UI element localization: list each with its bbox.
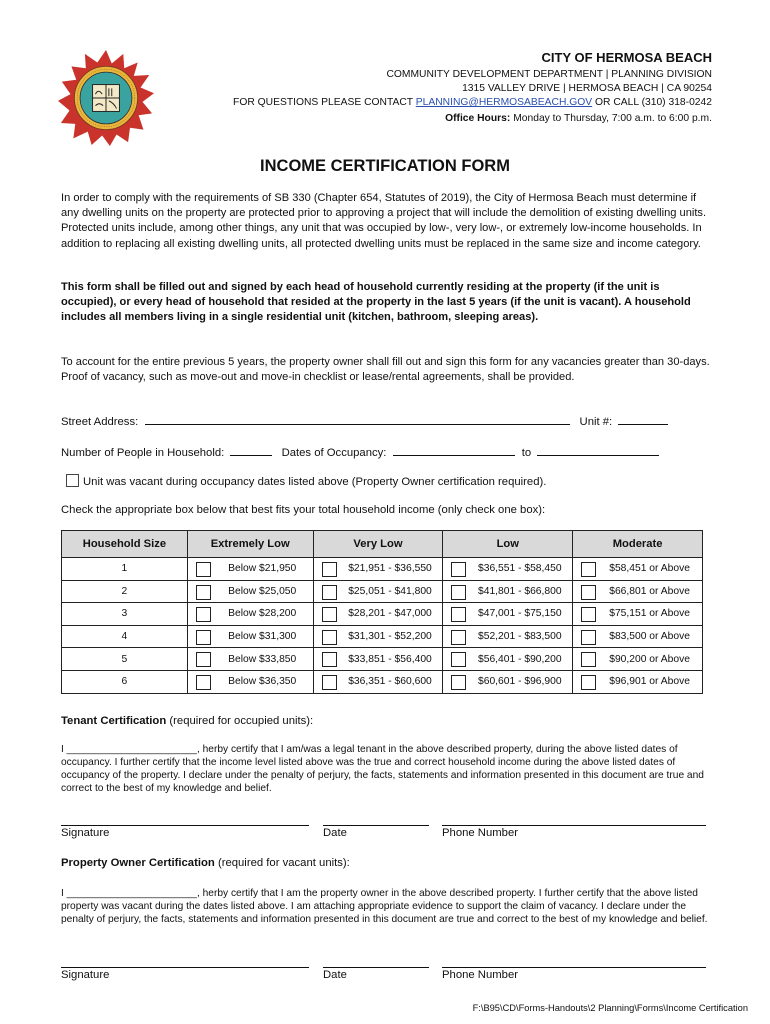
extremely-low-checkbox[interactable]	[196, 607, 211, 622]
owner-phone-label: Phone Number	[442, 969, 518, 981]
very-low-checkbox[interactable]	[322, 652, 337, 667]
low-checkbox[interactable]	[451, 585, 466, 600]
income-range: Below $21,950	[228, 563, 297, 575]
owner-certification-heading	[61, 857, 350, 869]
household-size-cell: 1	[62, 558, 188, 581]
low-checkbox[interactable]	[451, 607, 466, 622]
table-row	[62, 558, 703, 581]
moderate-checkbox[interactable]	[581, 607, 596, 622]
income-range: $41,801 - $66,800	[477, 585, 562, 597]
income-range: $25,051 - $41,800	[348, 585, 432, 597]
tenant-date-label: Date	[323, 827, 347, 839]
very-low-checkbox[interactable]	[322, 675, 337, 690]
header-very-low: Very Low	[313, 531, 443, 558]
moderate-checkbox[interactable]	[581, 562, 596, 577]
occupancy-start-field[interactable]	[393, 445, 515, 456]
street-address-row	[61, 414, 668, 428]
income-range: $36,551 - $58,450	[477, 563, 562, 575]
owner-statement: I _______________________, herby certify that I am the property owner in the above described property. I further certify that the above listed property was vacant during the dates listed above. I am attaching appropriate evidence to support the claim of vacancy. I declare under the penalty of perjury, the facts, statements and information presented in this document are true and correct to the best of my knowledge and belief.	[61, 888, 708, 925]
income-range: $66,801 or Above	[609, 585, 690, 597]
income-range: Below $31,300	[228, 631, 297, 643]
tenant-heading-note: (required for occupied units):	[169, 715, 314, 727]
office-hours-value: Monday to Thursday, 7:00 a.m. to 6:00 p.m.	[513, 113, 712, 124]
file-path-footer: F:\B95\CD\Forms-Handouts\2 Planning\Forms\Income Certification	[472, 1003, 748, 1013]
tenant-heading-title: Tenant Certification	[61, 715, 167, 727]
dates-label: Dates of Occupancy:	[281, 447, 387, 459]
income-range: Below $28,200	[228, 608, 297, 620]
table-row	[62, 603, 703, 626]
occupancy-end-field[interactable]	[537, 445, 659, 456]
very-low-checkbox[interactable]	[322, 607, 337, 622]
income-range: $33,851 - $56,400	[348, 653, 432, 665]
household-size-cell: 5	[62, 648, 188, 671]
income-range: $56,401 - $90,200	[477, 653, 562, 665]
vacant-checkbox[interactable]	[66, 474, 79, 487]
income-range: $36,351 - $60,600	[348, 676, 432, 688]
low-checkbox[interactable]	[451, 562, 466, 577]
tenant-signature-label: Signature	[61, 827, 110, 839]
income-range: $96,901 or Above	[609, 676, 690, 688]
table-row	[62, 670, 703, 693]
vacant-label: Unit was vacant during occupancy dates listed above (Property Owner certification required).	[83, 476, 547, 488]
very-low-checkbox[interactable]	[322, 630, 337, 645]
moderate-checkbox[interactable]	[581, 675, 596, 690]
people-label: Number of People in Household:	[61, 447, 225, 459]
tenant-date-line[interactable]	[323, 825, 429, 826]
extremely-low-checkbox[interactable]	[196, 675, 211, 690]
unit-label: Unit #:	[579, 416, 613, 428]
table-row	[62, 580, 703, 603]
department-line: COMMUNITY DEVELOPMENT DEPARTMENT | PLANNING DIVISION	[386, 69, 712, 80]
owner-heading-note: (required for vacant units):	[217, 857, 350, 869]
tenant-phone-line[interactable]	[442, 825, 706, 826]
income-range: $58,451 or Above	[609, 563, 690, 575]
low-checkbox[interactable]	[451, 652, 466, 667]
owner-heading-title: Property Owner Certification	[61, 857, 215, 869]
header-low: Low	[443, 531, 573, 558]
tenant-signature-line[interactable]	[61, 825, 309, 826]
extremely-low-checkbox[interactable]	[196, 562, 211, 577]
very-low-checkbox[interactable]	[322, 562, 337, 577]
extremely-low-checkbox[interactable]	[196, 652, 211, 667]
income-range: $52,201 - $83,500	[477, 631, 562, 643]
office-hours-line	[445, 113, 712, 124]
table-header-row	[62, 531, 703, 558]
income-range: $31,301 - $52,200	[348, 631, 432, 643]
dates-to-label: to	[521, 447, 532, 459]
unit-field[interactable]	[618, 414, 668, 425]
form-title: INCOME CERTIFICATION FORM	[260, 157, 510, 175]
owner-date-label: Date	[323, 969, 347, 981]
income-range: $28,201 - $47,000	[348, 608, 432, 620]
moderate-checkbox[interactable]	[581, 630, 596, 645]
income-range: Below $33,850	[228, 653, 297, 665]
very-low-checkbox[interactable]	[322, 585, 337, 600]
income-range: Below $36,350	[228, 676, 297, 688]
household-size-cell: 4	[62, 625, 188, 648]
header-moderate: Moderate	[573, 531, 703, 558]
contact-suffix: OR CALL (310) 318-0242	[595, 97, 712, 108]
household-size-cell: 3	[62, 603, 188, 626]
income-range: $83,500 or Above	[609, 631, 690, 643]
contact-email-link[interactable]: PLANNING@HERMOSABEACH.GOV	[415, 97, 593, 108]
extremely-low-checkbox[interactable]	[196, 630, 211, 645]
income-range: Below $25,050	[228, 585, 297, 597]
contact-line	[233, 97, 712, 108]
income-range: $60,601 - $96,900	[477, 676, 562, 688]
city-name: CITY OF HERMOSA BEACH	[541, 50, 712, 65]
income-range: $21,951 - $36,550	[348, 563, 432, 575]
header-household-size: Household Size	[62, 531, 188, 558]
vacancy-note-paragraph: To account for the entire previous 5 years, the property owner shall fill out and sign this form for any vacancies greater than 30-days. Proof of vacancy, such as move-out and move-in checklist or lease/rental agreements, shall be provided.	[61, 356, 710, 384]
intro-paragraph: In order to comply with the requirements of SB 330 (Chapter 654, Statutes of 2019), the City of Hermosa Beach must determine if any dwelling units on the property are protected prior to approving a project that will include the demolition of existing dwelling units. Protected units include, among other things, any unit that was occupied by low-, very low-, or extremely low-income households. In addition to replacing all existing dwelling units, all protected dwelling units must be replaced in the same size and income category.	[61, 192, 707, 250]
extremely-low-checkbox[interactable]	[196, 585, 211, 600]
income-range: $75,151 or Above	[609, 608, 690, 620]
contact-prefix: FOR QUESTIONS PLEASE CONTACT	[233, 97, 413, 108]
street-address-label: Street Address:	[61, 416, 139, 428]
table-row	[62, 648, 703, 671]
moderate-checkbox[interactable]	[581, 652, 596, 667]
street-address-field[interactable]	[145, 414, 570, 425]
office-hours-label: Office Hours:	[445, 113, 511, 124]
tenant-phone-label: Phone Number	[442, 827, 518, 839]
income-table	[61, 530, 703, 694]
income-range: $90,200 or Above	[609, 653, 690, 665]
tenant-certification-heading	[61, 715, 313, 727]
moderate-checkbox[interactable]	[581, 585, 596, 600]
address-line: 1315 VALLEY DRIVE | HERMOSA BEACH | CA 90254	[462, 83, 712, 94]
owner-signature-line[interactable]	[61, 967, 309, 968]
instruction-paragraph: This form shall be filled out and signed by each head of household currently residing at the property (if the unit is occupied), or every head of household that resided at the property in the last 5 years (if the unit is vacant). A household includes all members living in a single residential unit (kitchen, bathroom, sleeping areas).	[61, 281, 691, 324]
low-checkbox[interactable]	[451, 630, 466, 645]
check-instruction: Check the appropriate box below that best fits your total household income (only check one box):	[61, 504, 546, 516]
header-extremely-low: Extremely Low	[187, 531, 313, 558]
vacant-row	[66, 474, 546, 488]
owner-phone-line[interactable]	[442, 967, 706, 968]
people-count-field[interactable]	[230, 445, 272, 456]
household-size-cell: 2	[62, 580, 188, 603]
low-checkbox[interactable]	[451, 675, 466, 690]
owner-date-line[interactable]	[323, 967, 429, 968]
city-seal-logo	[58, 50, 154, 146]
household-dates-row	[61, 445, 659, 459]
tenant-statement: I _______________________, herby certify that I am/was a legal tenant in the above described property, during the above listed dates of occupancy. I further certify that the income level listed above was the true and correct household income during the above listed dates of occupancy of the property. I declare under the penalty of perjury, the facts, statements and information presented in this document are true and correct to the best of my knowledge and belief.	[61, 744, 704, 794]
table-row	[62, 625, 703, 648]
income-range: $47,001 - $75,150	[477, 608, 562, 620]
owner-signature-label: Signature	[61, 969, 110, 981]
household-size-cell: 6	[62, 670, 188, 693]
